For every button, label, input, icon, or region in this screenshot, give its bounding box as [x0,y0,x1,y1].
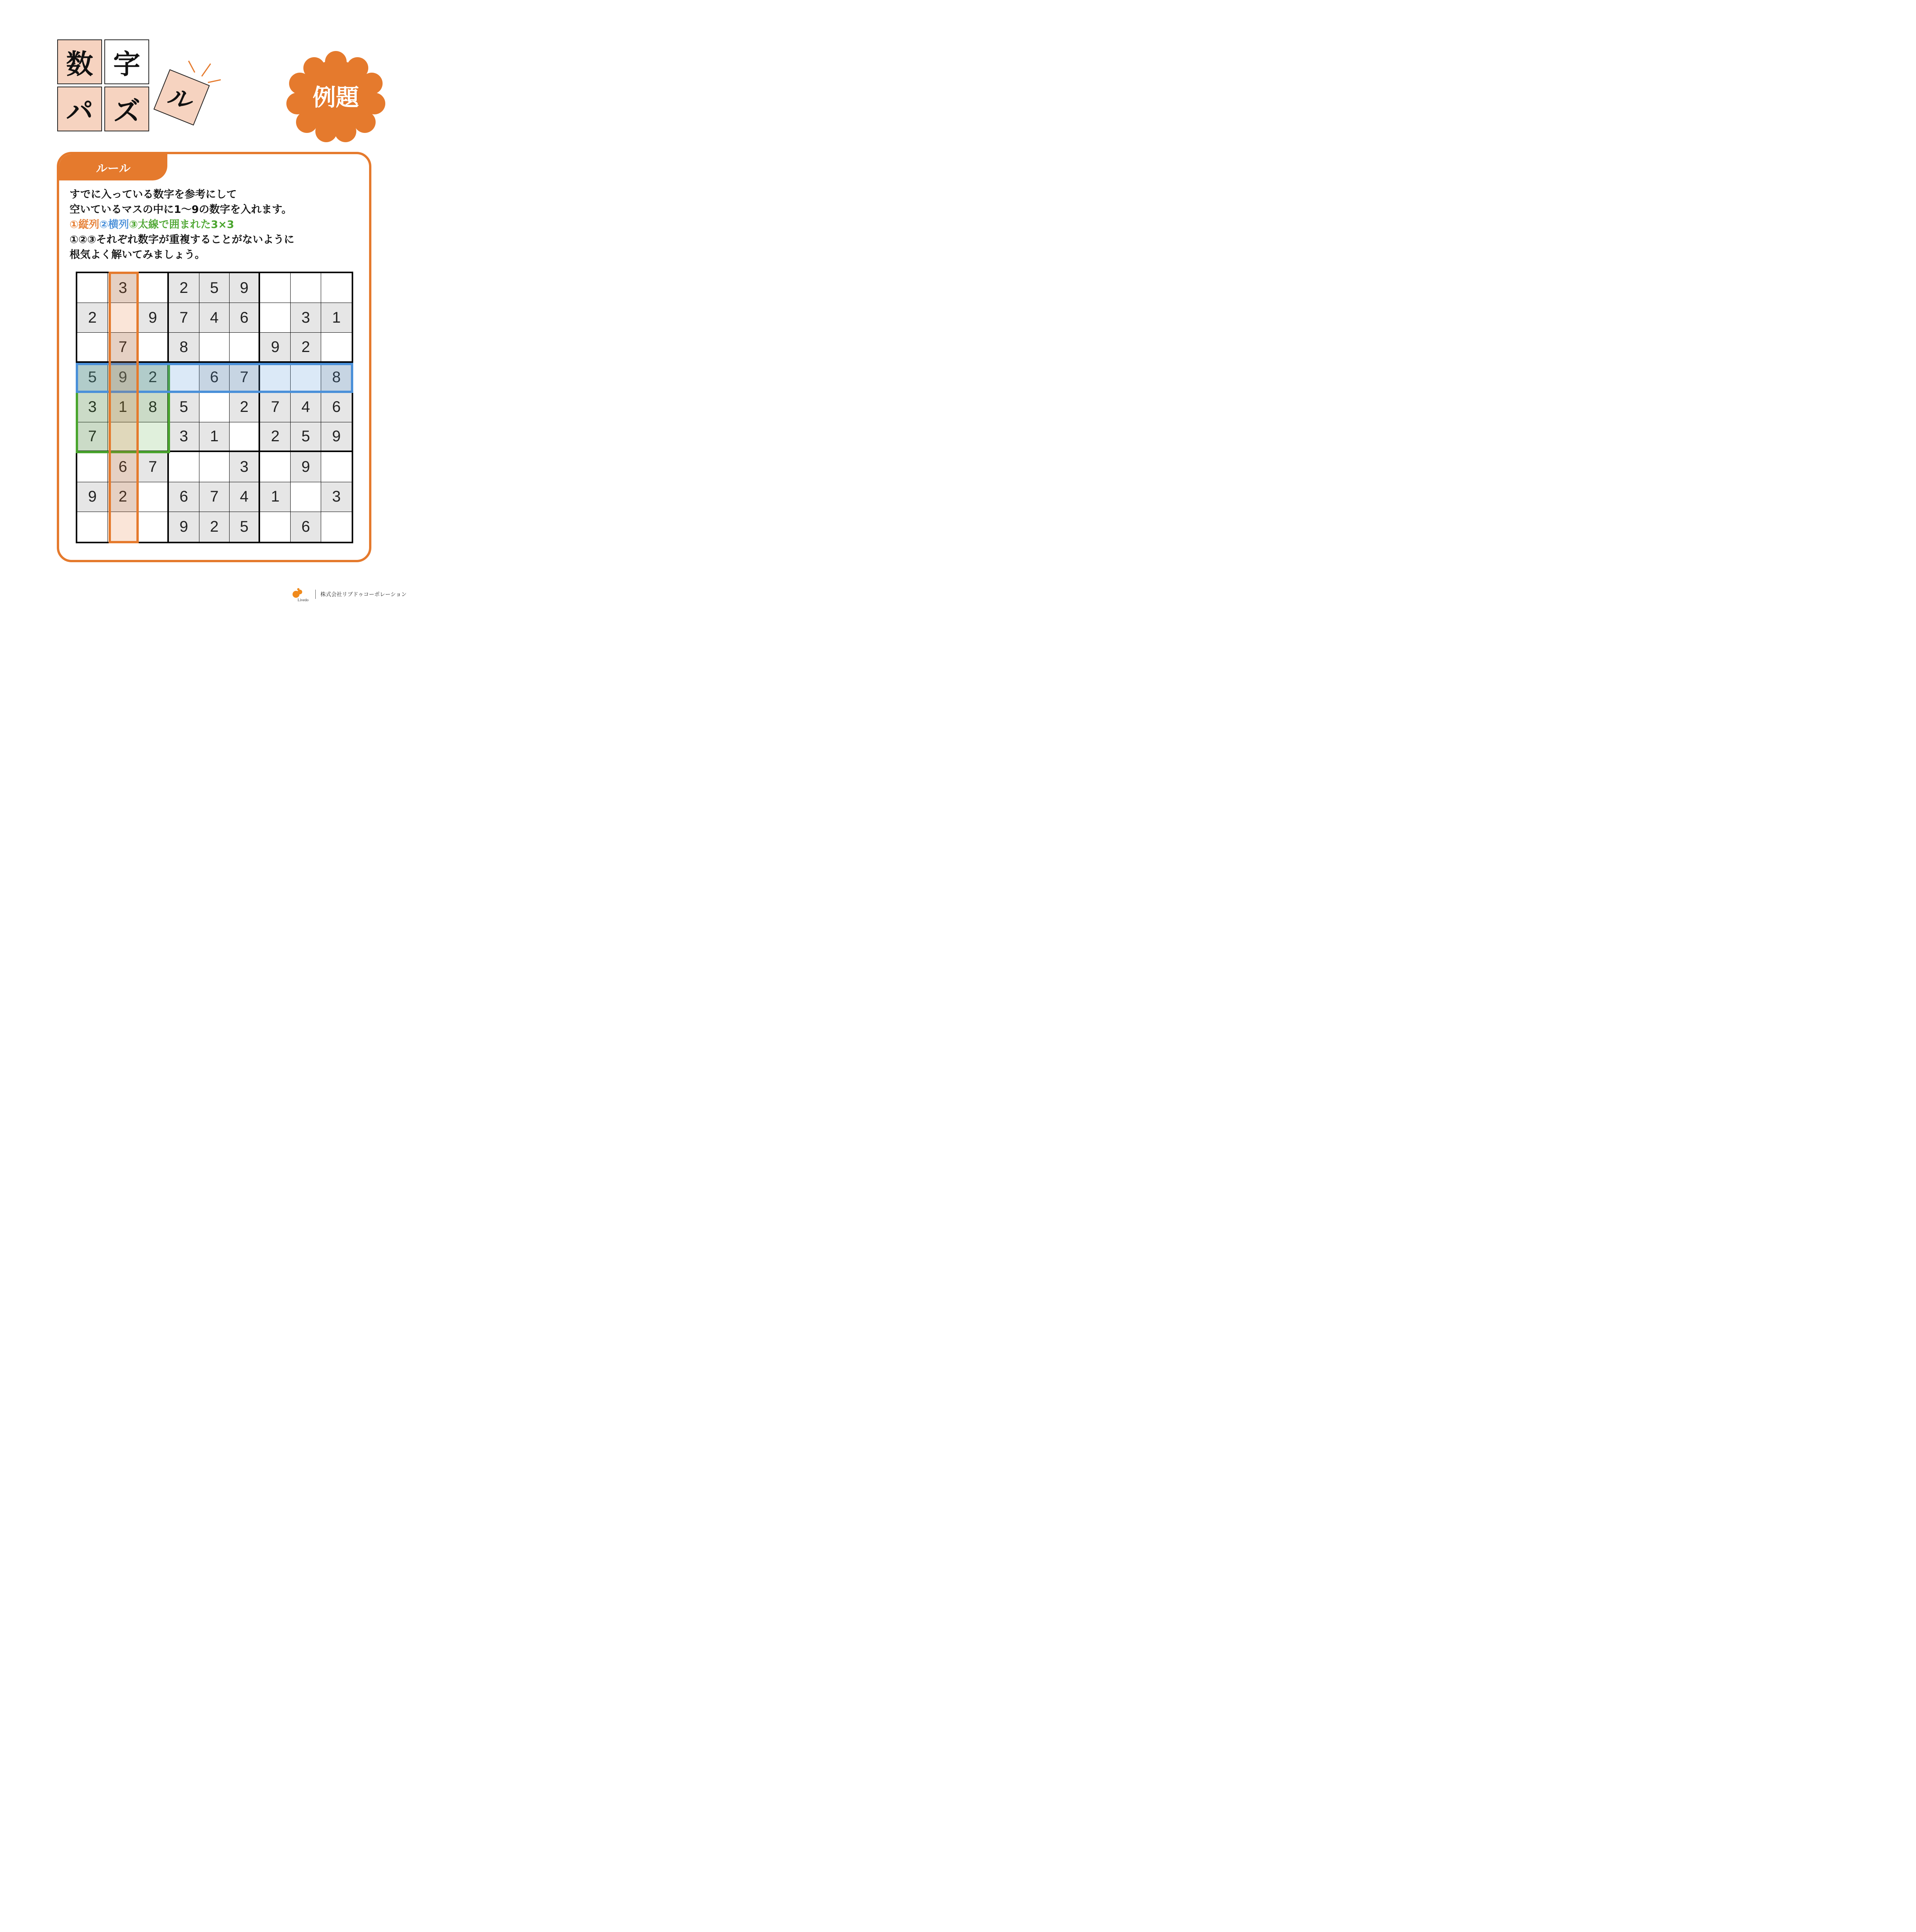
sudoku-cell: 5 [199,273,230,303]
sudoku-cell: 4 [199,303,230,333]
footer-company: 株式会社リブドゥコーポレーション [320,592,407,598]
sudoku-cell: 2 [169,273,199,303]
sudoku-cell[interactable] [321,512,352,542]
sudoku-cell[interactable] [260,273,291,303]
sudoku-cell: 5 [230,512,260,542]
sudoku-cell[interactable] [321,452,352,482]
sudoku-cell: 7 [199,482,230,512]
sudoku-cell[interactable] [260,452,291,482]
sudoku-cell[interactable] [321,333,352,362]
sudoku-cell: 7 [138,452,169,482]
sudoku-cell[interactable] [77,273,108,303]
sudoku-cell[interactable] [108,422,138,452]
sudoku-cell: 6 [199,363,230,393]
sudoku-cell: 8 [138,393,169,422]
sudoku-cell: 3 [77,393,108,422]
sudoku-cell: 6 [291,512,321,542]
sudoku-cell: 3 [169,422,199,452]
sudoku-cell: 1 [321,303,352,333]
badge-label: 例題 [313,84,359,111]
sparkle-line [201,63,211,77]
sparkle-line [208,79,221,83]
title-tile-ji [104,39,149,84]
rule-row-text: ②横列 [99,219,129,231]
sudoku-cell[interactable] [199,452,230,482]
title-char: ル [164,82,198,117]
sparkle-line [188,61,196,73]
footer-brand: Livedo [298,598,309,602]
sudoku-cell: 5 [77,363,108,393]
sudoku-cell: 5 [169,393,199,422]
rules-line: 根気よく解いてみましょう。 [70,249,205,261]
sudoku-cell[interactable] [291,273,321,303]
sudoku-cell: 7 [260,393,291,422]
sudoku-cell: 9 [291,452,321,482]
sudoku-cell: 9 [108,363,138,393]
sudoku-cell: 2 [199,512,230,542]
title-tile-su [57,39,102,84]
title-char: パ [66,95,93,127]
sudoku-cell: 1 [108,393,138,422]
sudoku-cell: 6 [108,452,138,482]
sudoku-cell[interactable] [138,422,169,452]
title-tile-pa [57,87,102,131]
sudoku-cell[interactable] [108,303,138,333]
sudoku-cell[interactable] [321,273,352,303]
livedo-logo [291,587,311,601]
sudoku-puzzle [76,272,353,543]
sudoku-cell[interactable] [138,333,169,362]
sudoku-cell: 5 [291,422,321,452]
sudoku-cell[interactable] [138,273,169,303]
sudoku-cell[interactable] [260,512,291,542]
sudoku-cell: 3 [108,273,138,303]
sudoku-cell: 8 [321,363,352,393]
sudoku-cell[interactable] [291,482,321,512]
rules-header-label: ルール [96,162,131,175]
title-char: 数 [66,48,93,80]
sudoku-cell[interactable] [260,363,291,393]
sudoku-cell: 4 [291,393,321,422]
sudoku-cell[interactable] [199,333,230,362]
title-char: 字 [113,48,140,80]
sudoku-cell: 3 [291,303,321,333]
title-tile-zu [104,87,149,131]
rules-line: すでに入っている数字を参考にして [70,189,237,201]
sudoku-cell: 2 [230,393,260,422]
sudoku-cell: 9 [77,482,108,512]
title-tile-ru [153,69,210,126]
sudoku-cell: 7 [169,303,199,333]
rule-column-text: ①縦列 [70,219,99,231]
rules-line-colored [70,217,363,232]
sudoku-cell[interactable] [108,512,138,542]
sudoku-cell[interactable] [77,512,108,542]
sudoku-cell: 2 [291,333,321,362]
sudoku-cell[interactable] [77,452,108,482]
title-char: ズ [113,95,140,127]
rule-box-text: ③太線で囲まれた3×3 [129,219,234,231]
rules-header [59,154,167,180]
sudoku-cell: 3 [230,452,260,482]
rules-text [70,187,363,262]
sudoku-cell[interactable] [230,333,260,362]
sudoku-cell: 2 [260,422,291,452]
sudoku-cell[interactable] [199,393,230,422]
sudoku-cell: 6 [230,303,260,333]
sudoku-cell[interactable] [260,303,291,333]
sudoku-cell[interactable] [77,333,108,362]
sudoku-cell: 9 [169,512,199,542]
sudoku-cell: 6 [321,393,352,422]
sudoku-cell: 2 [108,482,138,512]
sudoku-cell[interactable] [230,422,260,452]
sudoku-cell: 9 [260,333,291,362]
sudoku-cell[interactable] [291,363,321,393]
sudoku-cell[interactable] [169,452,199,482]
sudoku-cell: 7 [108,333,138,362]
example-badge [284,49,388,142]
sudoku-cell: 2 [138,363,169,393]
sudoku-cell: 8 [169,333,199,362]
sudoku-cell: 9 [230,273,260,303]
sudoku-cell: 1 [199,422,230,452]
sudoku-cell[interactable] [138,512,169,542]
sudoku-cell[interactable] [138,482,169,512]
sudoku-cell: 9 [321,422,352,452]
sudoku-cell: 3 [321,482,352,512]
sudoku-grid [76,272,353,543]
sudoku-cell: 4 [230,482,260,512]
sudoku-cell: 2 [77,303,108,333]
rules-line: ①②③それぞれ数字が重複することがないように [70,234,294,246]
footer-divider [315,590,316,599]
sudoku-cell: 1 [260,482,291,512]
rules-line: 空いているマスの中に1～9の数字を入れます。 [70,204,292,216]
sudoku-cell: 7 [230,363,260,393]
sudoku-cell: 9 [138,303,169,333]
sudoku-cell: 7 [77,422,108,452]
footer [291,587,407,602]
sudoku-cell: 6 [169,482,199,512]
sudoku-cell[interactable] [169,363,199,393]
